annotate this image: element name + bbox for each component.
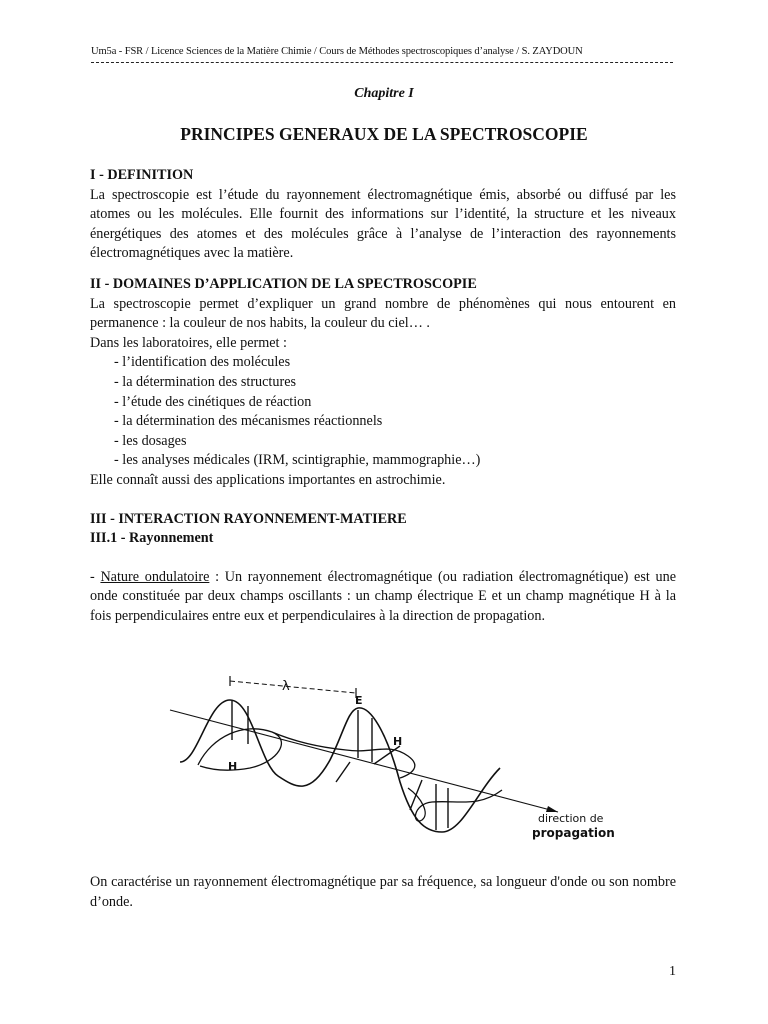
- list-item: - les dosages: [114, 432, 187, 449]
- closing-text: On caractérise un rayonnement électromagnétique par sa fréquence, sa longueur d'onde ou son nombre d’onde.: [90, 874, 676, 910]
- h-field-label-right: H: [393, 735, 403, 748]
- nature-prefix: -: [90, 568, 101, 585]
- h-field-label-left: H: [228, 760, 238, 773]
- direction-label-line2: propagation: [532, 826, 615, 840]
- e-field-label: E: [355, 694, 363, 707]
- section-heading-interaction: III - INTERACTION RAYONNEMENT-MATIERE: [90, 510, 407, 527]
- list-item: - les analyses médicales (IRM, scintigraphie, mammographie…): [114, 452, 481, 469]
- list-item: - l’identification des molécules: [114, 354, 291, 371]
- definition-paragraph: La spectroscopie est l’étude du rayonnement électromagnétique émis, absorbé ou diffusé par les atomes ou les molécules. Elle fournit des informations sur l’identité, la structure et les niveaux énergétiques des atomes et des molécules grâce à l’analyse de l’interaction des rayonnements électromagnétiques avec la matière.: [90, 186, 676, 262]
- header-dashed-rule: [91, 62, 673, 63]
- list-item: - la détermination des mécanismes réactionnels: [114, 413, 383, 430]
- lambda-dimension-line: [230, 681, 356, 693]
- nature-text: : Un rayonnement électromagnétique (ou radiation électromagnétique) est une onde constituée par deux champs oscillants : un champ électrique E et un champ magnétique H à la fois perpendiculaires entre eux et perpendiculaires à la direction de propagation.: [90, 568, 676, 624]
- list-item: - l’étude des cinétiques de réaction: [114, 393, 312, 410]
- section-heading-definition: I - DEFINITION: [90, 167, 194, 183]
- direction-label-line1: direction de: [538, 812, 604, 825]
- applications-outro: Elle connaît aussi des applications importantes en astrochimie.: [90, 471, 446, 488]
- running-header: Um5a - FSR / Licence Sciences de la Matière Chimie / Cours de Méthodes spectroscopiques d’analyse / S. ZAYDOUN: [91, 46, 583, 57]
- nature-paragraph: [90, 568, 676, 627]
- em-wave-figure: [160, 670, 620, 845]
- section-heading-applications: II - DOMAINES D’APPLICATION DE LA SPECTROSCOPIE: [90, 275, 477, 292]
- page-number: 1: [669, 964, 676, 979]
- list-item: - la détermination des structures: [114, 373, 297, 390]
- page-title: PRINCIPES GENERAUX DE LA SPECTROSCOPIE: [180, 124, 588, 144]
- chapter-label: Chapitre I: [354, 86, 414, 101]
- magnetic-field-wave: [198, 729, 502, 821]
- nature-label: Nature ondulatoire: [100, 568, 210, 585]
- closing-paragraph: [90, 872, 676, 912]
- main-content: [90, 166, 676, 626]
- subsection-heading-rayonnement: III.1 - Rayonnement: [90, 530, 214, 547]
- lambda-label: λ: [282, 679, 290, 694]
- applications-intro: La spectroscopie permet d’expliquer un grand nombre de phénomènes qui nous entourent en permanence : la couleur de nos habits, la couleur du ciel… .: [90, 295, 676, 332]
- applications-lab-intro: Dans les laboratoires, elle permet :: [90, 334, 287, 351]
